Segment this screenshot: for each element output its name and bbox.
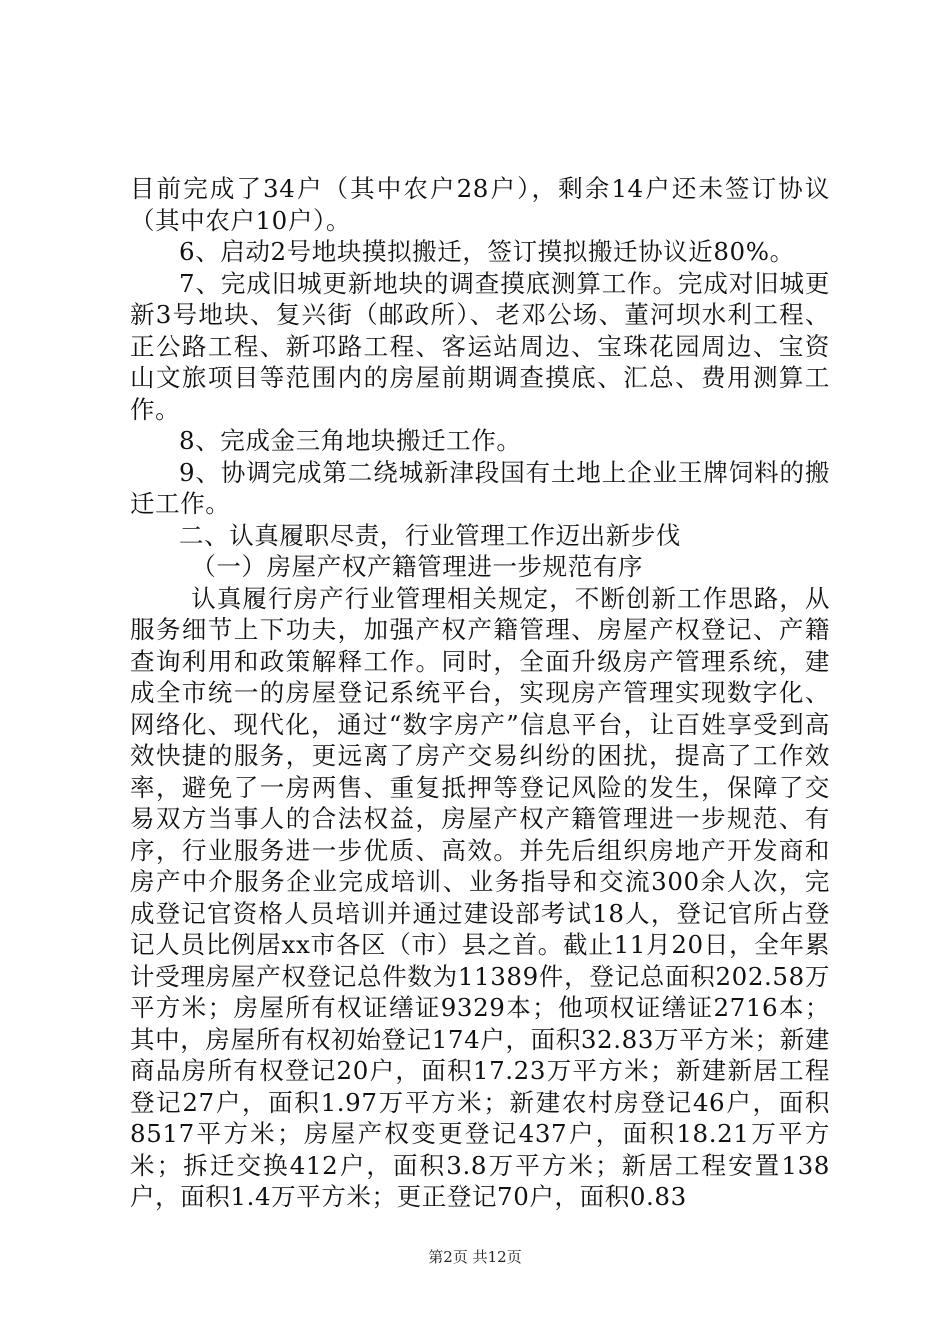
document-body bbox=[130, 173, 830, 1213]
paragraph-p8: 认真履行房产行业管理相关规定，不断创新工作思路，从服务细节上下功夫，加强产权产籍管理、房屋产权登记、产籍查询利用和政策解释工作。同时，全面升级房产管理系统，建成全市统一的房屋登记系统平台，实现房产管理实现数字化、网络化、现代化，通过“数字房产”信息平台，让百姓享受到高效快捷的服务，更远离了房产交易纠纷的困扰，提高了工作效率，避免了一房两售、重复抵押等登记风险的发生，保障了交易双方当事人的合法权益，房屋产权产籍管理进一步规范、有序，行业服务进一步优质、高效。并先后组织房地产开发商和房产中介服务企业完成培训、业务指导和交流300余人次，完成登记官资格人员培训并通过建设部考试18人，登记官所占登记人员比例居xx市各区（市）县之首。截止11月20日，全年累计受理房屋产权登记总件数为11389件，登记总面积202.58万平方米；房屋所有权证缮证9329本；他项权证缮证2716本；其中，房屋所有权初始登记174户，面积32.83万平方米；新建商品房所有权登记20户，面积17.23万平方米；新建新居工程登记27户，面积1.97万平方米；新建农村房登记46户，面积8517平方米；房屋产权变更登记437户，面积18.21万平方米；拆迁交换412户，面积3.8万平方米；新居工程安置138户，面积1.4万平方米；更正登记70户，面积0.83 bbox=[130, 583, 830, 1211]
paragraph-p3: 7、完成旧城更新地块的调查摸底测算工作。完成对旧城更新3号地块、复兴街（邮政所）、老邓公场、董河坝水利工程、正公路工程、新邛路工程、客运站周边、宝珠花园周边、宝资山文旅项目等范围内的房屋前期调查摸底、汇总、费用测算工作。 bbox=[130, 268, 830, 424]
paragraph-p5: 9、协调完成第二绕城新津段国有土地上企业王牌饲料的搬迁工作。 bbox=[130, 457, 830, 518]
page-number-footer: 第2页 共12页 bbox=[428, 1248, 522, 1266]
paragraph-p1: 目前完成了34户（其中农户28户），剩余14户还未签订协议（其中农户10户）。 bbox=[130, 174, 830, 235]
paragraph-p6: 二、认真履职尽责，行业管理工作迈出新步伐 bbox=[179, 520, 681, 550]
paragraph-p4: 8、完成金三角地块搬迁工作。 bbox=[179, 426, 522, 455]
paragraph-p7: （一）房屋产权产籍管理进一步规范有序 bbox=[191, 552, 644, 581]
paragraph-p2: 6、启动2号地块摸拟搬迁，签订摸拟搬迁协议近80%。 bbox=[179, 237, 795, 266]
